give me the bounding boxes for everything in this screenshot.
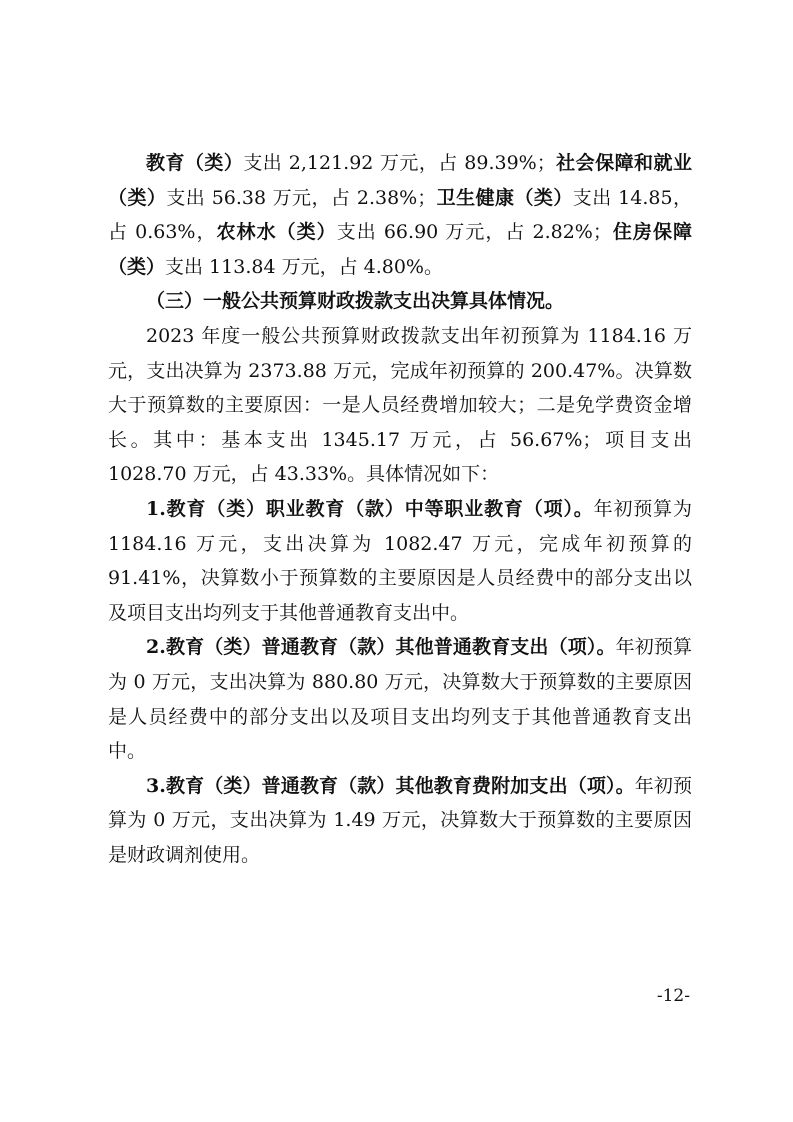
section-heading [108, 284, 692, 319]
category-social-security: 社会保障和就业（类） [108, 152, 692, 209]
item-3-heading: 3.教育（类）普通教育（款）其他教育费附加支出（项）。 [146, 774, 635, 797]
category-text: 支出 2,121.92 万元，占 89.39%； [243, 152, 556, 174]
paragraph-item-1 [108, 492, 692, 630]
item-1-text: 年初预算为 1184.16 万元，支出决算为 1082.47 万元，完成年初预算的 91.41%，决算数小于预算数的主要原因是人员经费中的部分支出以及项目支出均列支于其他普通教育支出中。 [108, 497, 692, 624]
paragraph-item-3 [108, 769, 692, 873]
item-1-heading: 1.教育（类）职业教育（款）中等职业教育（项）。 [146, 497, 594, 520]
document-body [108, 146, 692, 872]
page-number: -12- [656, 986, 690, 1006]
item-3-text: 年初预算为 0 万元，支出决算为 1.49 万元，决算数大于预算数的主要原因是财政调剂使用。 [108, 774, 692, 866]
category-agriculture: 农林水（类） [216, 221, 337, 244]
category-education: 教育（类） [146, 152, 244, 174]
section-heading-text: （三）一般公共预算财政拨款支出决算具体情况。 [146, 290, 565, 313]
paragraph-overview [108, 319, 692, 492]
item-2-text: 年初预算为 0 万元，支出决算为 880.80 万元，决算数大于预算数的主要原因是人员经费中的部分支出以及项目支出均列支于其他普通教育支出中。 [108, 636, 692, 763]
category-text: 支出 14.85，占 0.63%， [108, 186, 692, 244]
item-2-heading: 2.教育（类）普通教育（款）其他普通教育支出（项）。 [146, 636, 616, 659]
category-text: 支出 66.90 万元，占 2.82%； [336, 221, 612, 244]
category-text: 支出 56.38 万元，占 2.38%； [166, 186, 437, 209]
paragraph-expenditure-by-category [108, 146, 692, 284]
category-health: 卫生健康（类） [436, 186, 573, 209]
category-housing: 住房保障（类） [108, 221, 692, 278]
category-text: 支出 113.84 万元，占 4.80%。 [165, 255, 443, 278]
paragraph-item-2 [108, 630, 692, 768]
overview-text: 2023 年度一般公共预算财政拨款支出年初预算为 1184.16 万元，支出决算为 2373.88 万元，完成年初预算的 200.47%。决算数大于预算数的主要原因：一是人员经费增加较大；二是免学费资金增长。其中：基本支出 1345.17 万元，占 56.67%；项目支出 1028.70 万元，占 43.33%。具体情况如下： [108, 324, 692, 486]
